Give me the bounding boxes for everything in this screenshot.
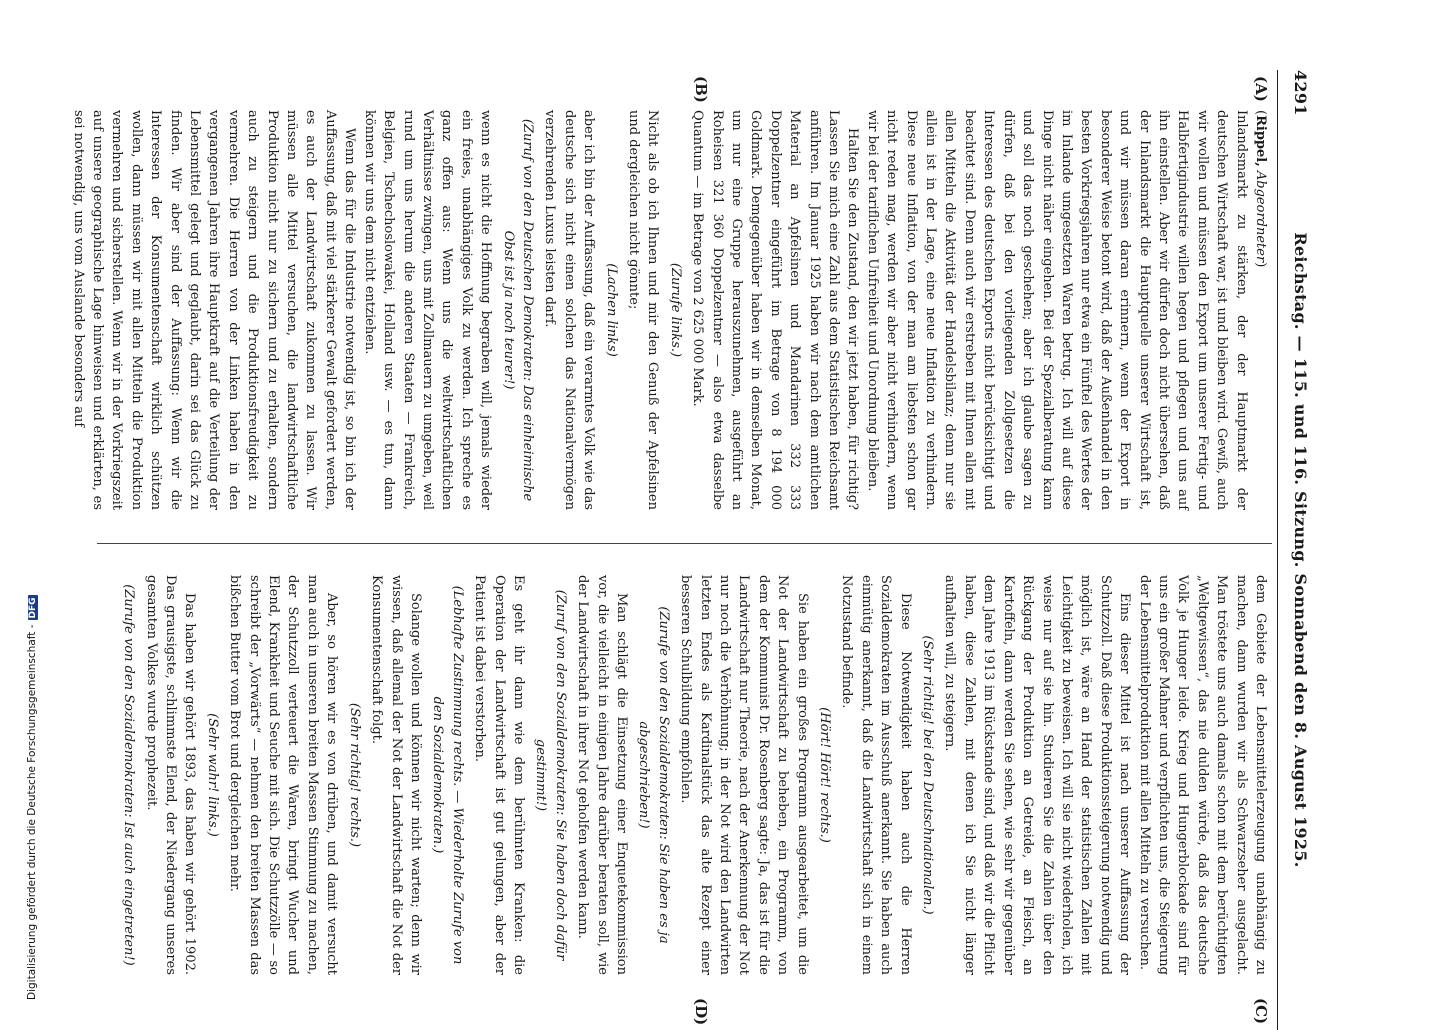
dfg-logo: DFG (28, 597, 38, 619)
right-column (100, 575, 1270, 975)
margin-marker-a: (A) (1252, 76, 1270, 102)
paragraph: Man schlägt die Einsetzung einer Enquetekommission vor, die vielleicht in einigen Jahre darüber beraten soll, wie der Landwirtschaft in ihrer Not geholfen werden kann. (575, 575, 629, 975)
interjection: (Zurufe von den Sozialdemokraten: Sie haben es ja abgeschrieben!) (636, 606, 671, 944)
interjection: (Sehr richtig! bei den Deutschnationalen.) (920, 635, 936, 915)
paragraph: Eins dieser Mittel ist nach unserer Auffassung der Schutzzoll. Daß diese Produktionssteigerung notwendig und möglich ist, wäre an Hand der statistischen Zahlen mit Leichtigkeit zu beweisen. Ich will sie nicht wiederholen, ich weise nur auf sie hin. Studieren Sie die Zahlen über den Rückgang der Produktion an Getreide, an Fleisch, an Kartoffeln, dann werden Sie sehen, wie sehr wir gegenüber dem Jahre 1913 im Rückstande sind, und daß wir die Pflicht haben, diese Zahlen, mit denen ich Sie nicht länger aufhalten will, zu steigern. (942, 575, 1133, 975)
interjection: (Hört! Hört! rechts.) (817, 707, 833, 843)
header-rule (1277, 70, 1278, 1030)
paragraph: Es geht ihr dann wie dem berühmten Kranken: die Operation der Landwirtschaft ist gut gelungen, aber der Patient ist dabei verstorben. (472, 575, 526, 975)
paragraph: Nicht als ob ich Ihnen und mir den Genuß der Apfelsinen und dergleichen nicht gönnte; (626, 110, 661, 510)
page-header (1284, 70, 1310, 1030)
paragraph: Aber, so hören wir es von drüben, und damit versucht man auch in unseren breiten Massen Stimmung zu machen, der Schutzzoll verteuert die Waren, bringt Wucher und Elend, Krankheit und Seuche mit sich. Die Schutzzölle — so schreibt der „Vorwärts“ — nehmen den breiten Massen das bißchen Butter vom Brot und dergleichen mehr. (227, 575, 340, 975)
paragraph: Diese Notwendigkeit haben auch die Herren Sozialdemokraten im Ausschuß anerkannt. Sie haben auch einmütig anerkannt, daß die Landwirtschaft sich in einem Notzustand befinde. (839, 575, 913, 975)
interjection: (Sehr wahr! links.) (204, 713, 220, 837)
page-number: 4291 (1291, 70, 1310, 116)
interjection: (Sehr richtig! rechts.) (346, 702, 362, 848)
interjection: (Zurufe links.) (667, 262, 683, 358)
speaker-name: Rippel, (1253, 115, 1268, 167)
margin-marker-b: (B) (692, 76, 710, 103)
rotated-page (70, 70, 1310, 1030)
paragraph: Inlandsmarkt zu stärken, der der Hauptmarkt der deutschen Wirtschaft war, ist und bleiben wird. Gewiß, auch wir wollen und müssen den Export um unserer Fertig- und Halbfertigindustrie willen hegen und pflegen und uns auf ihn einstellen. Aber wir dürfen doch nicht übersehen, daß der Inlandsmarkt die Hauptquelle unserer Wirtschaft ist, und wir müssen daran erinnern, wenn der Export in besonderer Weise betont wird, daß der Außenhandel in den besten Vorkriegsjahren nur etwa ein Fünftel des Wertes der im Inlande umgesetzten Waren betrug. Ich will auf diese Dinge nicht näher eingehen. Bei der Spezialberatung kann und soll das noch geschehen; aber ich glaube sagen zu dürfen, daß bei den vorliegenden Zollgesetzen die Interessen des deutschen Exports nicht berücksichtigt und beachtet sind. Denn auch wir erstreben mit Ihnen allen mit allen Mitteln die Aktivität der Handelsbilanz; denn nur sie allein ist in der Lage, eine neue Inflation zu verhindern. Diese neue Inflation, von der man am liebsten schon gar nicht reden mag, werden wir aber nicht verhindern, wenn wir bei der tariflichen Unfreiheit und Unordnung bleiben. (864, 110, 1249, 510)
digitization-credit (26, 595, 38, 1000)
interjection: (Zuruf von den Sozialdemokraten: Sie haben doch dafür gestimmt!) (533, 589, 568, 961)
speaker-note: Abgeordneter (1253, 170, 1268, 263)
paragraph: Solange wollen und können wir nicht warten; denn wir wissen, daß allemal der Not der Landwirtschaft die Not der Konsumentenschaft folgt. (369, 575, 423, 975)
paragraph: dem Gebiete der Lebensmittelerzeugung unabhängig zu machen, dann wurden wir als Schwarzseher ausgelacht. Man tröstete uns auch damals schon mit dem berüchtigten „Weltgewissen“, das nie dulden würde, daß das deutsche Volk je Hunger leide. Krieg und Hungerblockade sind für uns ein großer Mahner und verpflichten uns, die Steigerung der Lebensmittelproduktion mit allen Mitteln zu versuchen. (1136, 575, 1268, 975)
interjection: (Zuruf von den Deutschen Demokraten: Das einheimische Obst ist ja noch teurer!) (500, 118, 535, 502)
paragraph: Sie haben ein großes Programm ausgearbeitet, um die Not der Landwirtschaft zu beheben, ein Programm, von dem der Kommunist Dr. Rosenberg sagte: Ja, das ist für die Landwirtschaft nur Theorie, nach der Anerkennung der Not nur noch die Verhöhnung; in der Not wird den Landwirten letzten Endes als Kardinalstück das alte Rezept einer besseren Schulbildung empfohlen. (678, 575, 810, 975)
paragraph: Halten Sie den Zustand, den wir jetzt haben, für richtig? Lassen Sie mich eine Zahl aus dem Statistischen Reichsamt anführen. Im Januar 1925 haben wir nach dem amtlichen Material an Apfelsinen und Mandarinen 332 333 Doppelzentner eingeführt im Betrage von 8 194 000 Goldmark. Demgegenüber haben wir in demselben Monat, um nur eine Gruppe herauszunehmen, ausgeführt an Roheisen 321 360 Doppelzentner — also etwa dasselbe Quantum — im Betrage von 2 625 000 Mark. (690, 110, 861, 510)
speaker-line: (Rippel, Abgeordneter) (1253, 110, 1268, 268)
page-title: Reichstag. — 115. und 116. Sitzung. Sonnabend den 8. August 1925. (1291, 232, 1310, 868)
interjection: (Lachen links) (603, 263, 619, 357)
credit-text: Digitalisierung gefördert durch die Deutsche Forschungsgemeinschaft - (26, 624, 38, 1000)
paragraph: aber ich bin der Auffassung, daß ein verarmtes Volk wie das deutsche sich nicht einen solchen das Nationalvermögen verzehrenden Luxus leisten darf. (542, 110, 597, 510)
margin-marker-d: (D) (692, 998, 710, 1026)
column-divider (97, 543, 1272, 544)
interjection: (Lebhafte Zustimmung rechts. — Wiederholte Zurufe von den Sozialdemokraten.) (430, 585, 465, 965)
paragraph: Wenn das für die Industrie notwendig ist, so bin ich der Auffassung, daß mit viel stärkerer Gewalt gefordert werden, es auch der Landwirtschaft zukommen zu lassen. Wir müssen alle Mittel versuchen, die landwirtschaftliche Produktion nicht nur zu sichern und zu erhalten, sondern auch zu steigern und die Produktionsfreudigkeit zu vermehren. Die Herren von der Linken haben in den vergangenen Jahren ihre Hauptkraft auf die Verteilung der Lebensmittel gelegt und geglaubt, darin sei das Glück zu finden. Wir aber sind der Auffassung: Wenn wir die Interessen der Konsumentenschaft wirklich schützen wollen, dann müssen wir mit allen Mitteln die Produktion vermehren und sicherstellen. Wenn wir in der Vorkriegszeit auf unsere geographische Lage hinweisen und erklärten, es sei notwendig, uns vom Auslande besonders auf (70, 110, 358, 510)
left-column (70, 110, 1270, 510)
interjection: (Zurufe von den Sozialdemokraten: Ist auch eingetreten!) (121, 584, 137, 966)
margin-marker-c: (C) (1252, 998, 1270, 1025)
paragraph: wenn es nicht die Hoffnung begraben will, jemals wieder ein freies, unabhängiges Volk zu werden. Ich spreche es ganz offen aus: Wenn uns die weltwirtschaftlichen Verhältnisse zwingen, uns mit Zollmauern zu umgeben, weil rund um uns herum die anderen Staaten — Frankreich, Belgien, Tschechoslowakei, Holland usw. — es tun, dann können wir uns dem nicht entziehen. (361, 110, 494, 510)
paragraph: Das haben wir gehört 1893, das haben wir gehört 1902. Das grausigste, schlimmste Elend, der Niedergang unseres gesamten Volkes wurde prophezeit. (143, 575, 198, 975)
